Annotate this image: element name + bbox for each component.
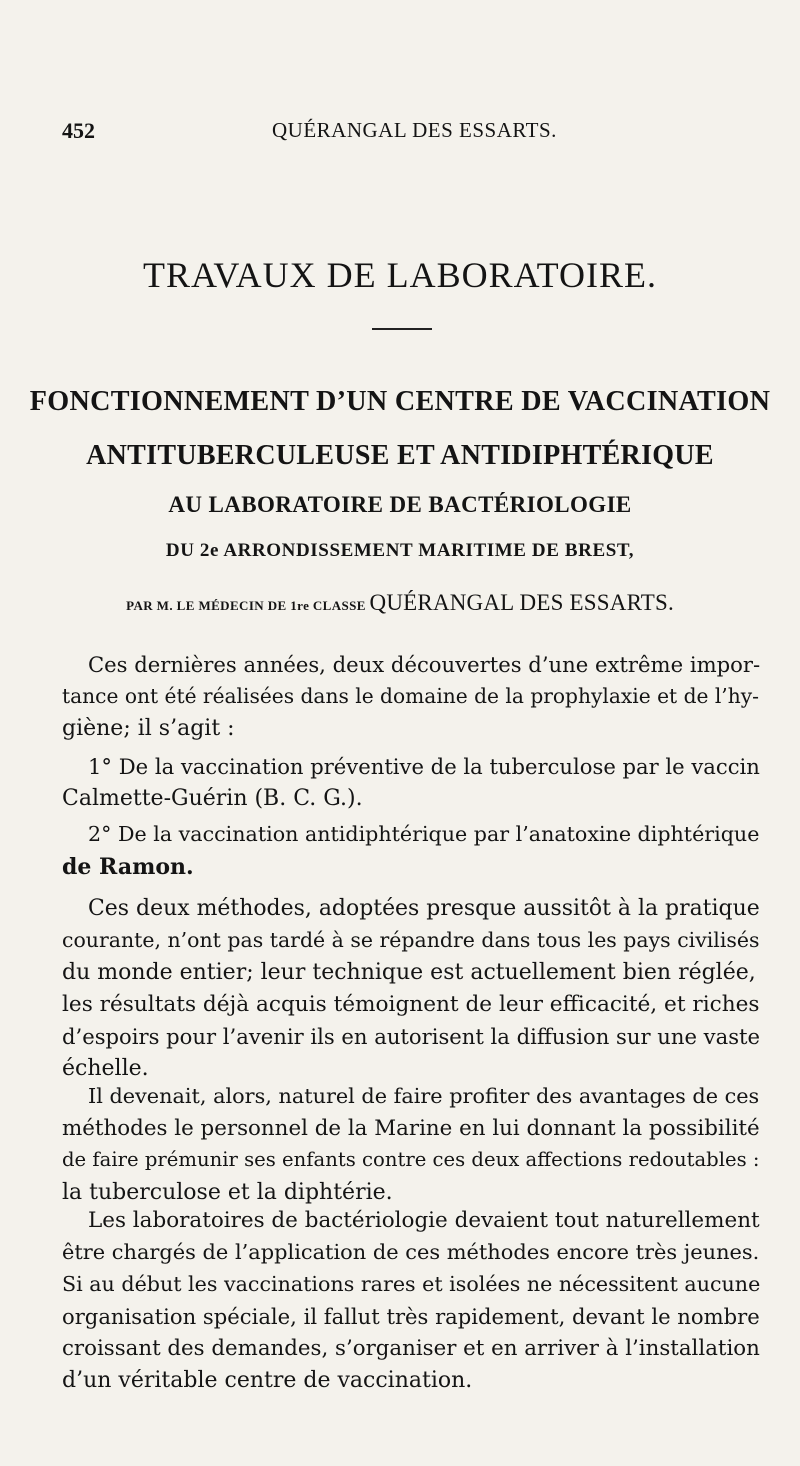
running-head: QUÉRANGAL DES ESSARTS. <box>272 118 557 142</box>
body-line: Calmette-Guérin (B. C. G.). <box>62 786 363 811</box>
body-line: échelle. <box>62 1056 149 1081</box>
body-line: 1° De la vaccination préventive de la tuberculose par le vaccin <box>88 754 760 779</box>
body-line: Il devenait, alors, naturel de faire profiter des avantages de ces <box>88 1084 760 1108</box>
body-line: tance ont été réalisées dans le domaine de la prophylaxie et de l’hy- <box>62 684 759 708</box>
body-line: Ces dernières années, deux découvertes d’une extrême impor- <box>88 652 761 677</box>
body-line: organisation spéciale, il fallut très rapidement, devant le nombre <box>62 1304 760 1329</box>
byline-author: QUÉRANGAL DES ESSARTS. <box>369 590 674 615</box>
body-line: Si au début les vaccinations rares et isolées ne nécessitent aucune <box>62 1272 761 1296</box>
byline-prefix: PAR M. LE MÉDECIN DE 1re CLASSE <box>126 598 366 613</box>
title-divider <box>372 328 432 330</box>
article-title-line-3: AU LABORATOIRE DE BACTÉRIOLOGIE <box>168 492 632 517</box>
body-line: être chargés de l’application de ces méthodes encore très jeunes. <box>62 1240 760 1264</box>
page-number: 452 <box>62 118 95 143</box>
body-line: Ces deux méthodes, adoptées presque aussitôt à la pratique <box>88 896 760 921</box>
body-line: d’un véritable centre de vaccination. <box>62 1368 473 1393</box>
section-title: TRAVAUX DE LABORATOIRE. <box>142 255 658 295</box>
body-line: 2° De la vaccination antidiphtérique par l’anatoxine diphtérique <box>88 822 760 846</box>
body-line: de faire prémunir ses enfants contre ces deux affections redoutables : <box>62 1148 760 1171</box>
byline <box>0 590 800 616</box>
article-title-line-2: ANTITUBERCULEUSE ET ANTIDIPHTÉRIQUE <box>86 440 714 471</box>
body-line: giène; il s’agit : <box>62 716 235 741</box>
article-title-line-1: FONCTIONNEMENT D’UN CENTRE DE VACCINATION <box>29 386 771 417</box>
body-line: courante, n’ont pas tardé à se répandre dans tous les pays civilisés <box>62 928 760 952</box>
body-line: du monde entier; leur technique est actuellement bien réglée, <box>62 960 756 985</box>
body-line: méthodes le personnel de la Marine en lui donnant la possibilité <box>62 1116 760 1141</box>
article-title-line-4: DU 2e ARRONDISSEMENT MARITIME DE BREST, <box>165 540 635 561</box>
body-line: de Ramon. <box>62 854 194 880</box>
body-line: les résultats déjà acquis témoignent de leur efficacité, et riches <box>62 992 760 1017</box>
body-line: croissant des demandes, s’organiser et en arriver à l’installation <box>62 1336 760 1361</box>
body-line: d’espoirs pour l’avenir ils en autorisent la diffusion sur une vaste <box>62 1024 761 1049</box>
body-line: Les laboratoires de bactériologie devaient tout naturellement <box>88 1208 760 1233</box>
body-line: la tuberculose et la diphtérie. <box>62 1180 393 1205</box>
